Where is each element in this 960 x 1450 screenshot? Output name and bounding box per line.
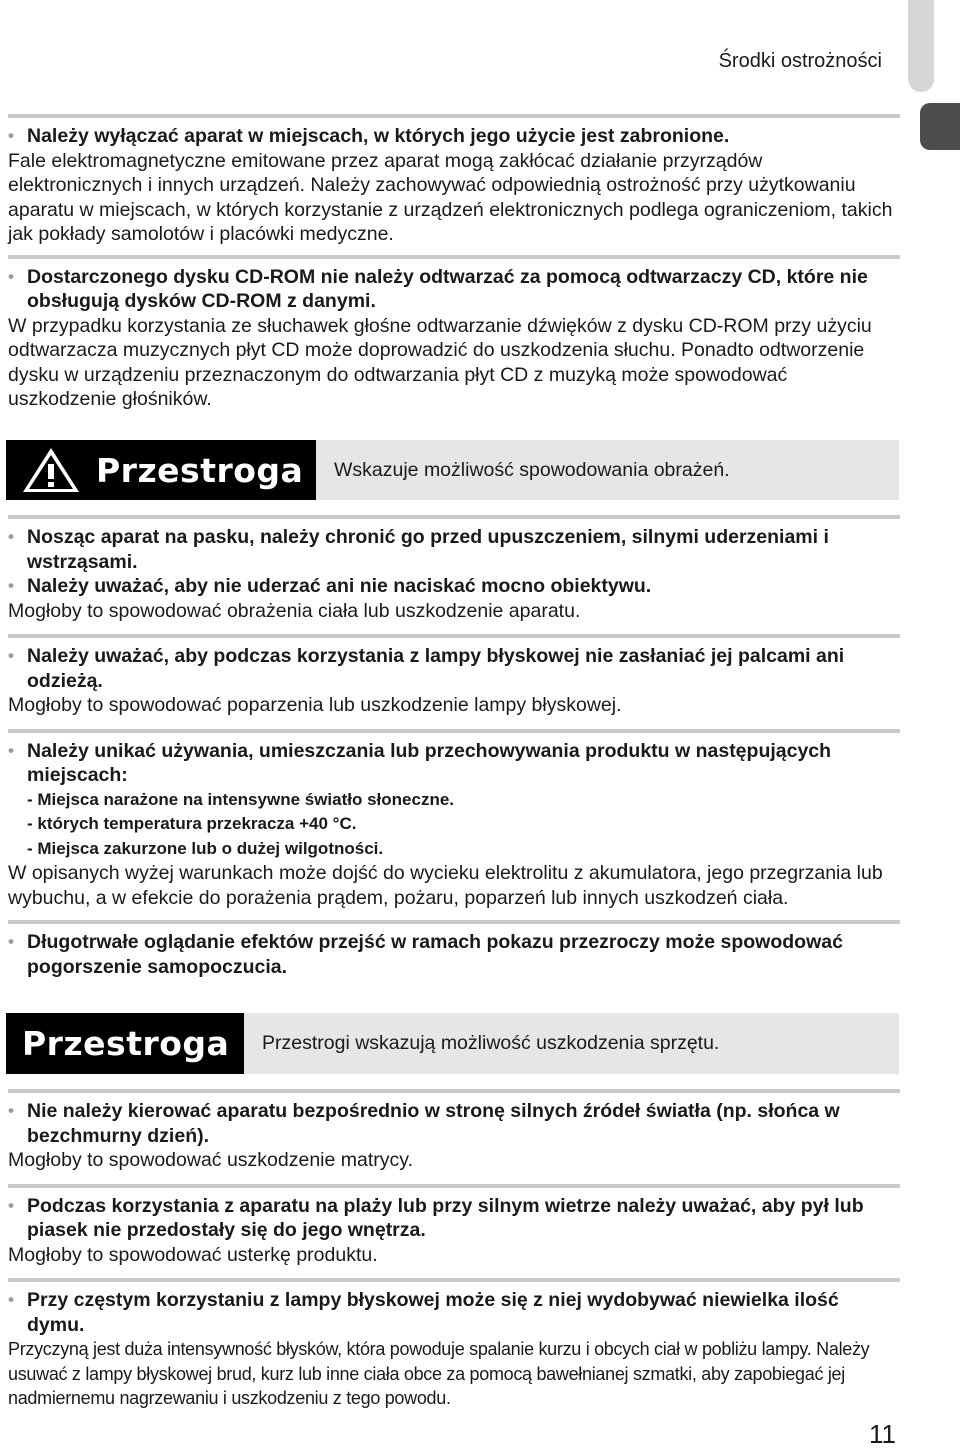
heading-text: Przy częstym korzystaniu z lampy błyskowej może się z niej wydobywać niewielka ilość dymu. [27,1289,839,1336]
caution-title: Przestroga [22,1024,230,1063]
heading-text: Nosząc aparat na pasku, należy chronić go przed upuszczeniem, silnymi uderzeniami i wstrząsami. [27,526,829,573]
heading-text: Nie należy kierować aparatu bezpośrednio w stronę silnych źródeł światła (np. słońca w bezchmurny dzień). [27,1100,840,1147]
caution-label-box [6,1013,244,1074]
page-number: 11 [869,1419,896,1449]
page-header: Środki ostrożności [718,50,882,72]
caution-description: Przestrogi wskazują możliwość uszkodzenia sprzętu. [262,1032,720,1054]
body-text: W opisanych wyżej warunkach może dojść do wycieku elektrolitu z akumulatora, jego przegrzania lub wybuchu, a w efekcie do porażenia prądem, pożaru, poparzeń lub innych uszkodzeń ciała. [8,862,883,909]
divider [8,255,900,259]
heading-text: Należy uważać, aby nie uderzać ani nie naciskać mocno obiektywu. [27,575,652,597]
caution-label-box [6,440,316,500]
section-electronic-devices [8,114,900,412]
section-injury [8,515,900,979]
heading-text: Podczas korzystania z aparatu na plaży lub przy silnym wietrze należy uważać, aby pył lub piasek nie przedostały się do jego wnętrza. [27,1194,864,1241]
bullet-heading: • Przy częstym korzystaniu z lampy błyskowej może się z niej wydobywać niewielka ilość dymu. [8,1289,839,1336]
body-text: Przyczyną jest duża intensywność błysków, która powoduje spalanie kurzu i obcych ciał w pobliżu lampy. Należy usuwać z lampy błyskowej brud, kurz lub inne ciała obce za pomocą bawełnianej szmatki, aby zapobiegać jej nadmiernemu nagrzewaniu i uszkodzeniu z tego powodu. [8,1339,870,1408]
warning-triangle-icon [20,445,82,495]
heading-text: Należy unikać używania, umieszczania lub przechowywania produktu w następujących miejscach: [27,739,832,786]
list-item: - Miejsca narażone na intensywne światło słoneczne. [27,789,455,809]
body-text: Mogłoby to spowodować poparzenia lub uszkodzenie lampy błyskowej. [8,694,622,716]
divider [8,1089,900,1093]
divider [8,114,900,118]
divider [8,634,900,638]
caution-description: Wskazuje możliwość spowodowania obrażeń. [334,458,730,481]
bullet-heading: • Należy uważać, aby nie uderzać ani nie naciskać mocno obiektywu. [8,575,652,597]
section-equipment [8,1089,900,1411]
heading-text: Należy wyłączać aparat w miejscach, w których jego użycie jest zabronione. [27,125,730,147]
divider [8,515,900,519]
bullet-heading: • Należy unikać używania, umieszczania lub przechowywania produktu w następujących miejscach: [8,739,832,786]
list-item: - Miejsca zakurzone lub o dużej wilgotności. [27,838,384,858]
heading-text: Dostarczonego dysku CD-ROM nie należy odtwarzać za pomocą odtwarzaczy CD, które nie obsługują dysków CD-ROM z danymi. [27,265,868,312]
body-text: Mogłoby to spowodować uszkodzenie matrycy. [8,1149,413,1171]
body-text: Fale elektromagnetyczne emitowane przez aparat mogą zakłócać działanie przyrządów elektronicznych i innych urządzeń. Należy zachowywać odpowiednią ostrożność przy użytkowaniu aparatu w miejscach, w których korzystanie z urządzeń elektronicznych podlega ograniczeniom, takich jak pokłady samolotów i placówki medyczne. [8,149,893,245]
bullet-heading: • Podczas korzystania z aparatu na plaży lub przy silnym wietrze należy uważać, aby pył lub piasek nie przedostały się do jego wnętrza. [8,1194,864,1241]
bullet-heading: • Należy wyłączać aparat w miejscach, w których jego użycie jest zabronione. [8,125,730,147]
divider [8,920,900,924]
caution-banner-equipment [6,1013,899,1074]
divider [8,1278,900,1282]
divider [8,729,900,733]
body-text: Mogłoby to spowodować obrażenia ciała lub uszkodzenie aparatu. [8,599,581,622]
bullet-heading: • Dostarczonego dysku CD-ROM nie należy odtwarzać za pomocą odtwarzaczy CD, które nie obsługują dysków CD-ROM z danymi. [8,265,868,312]
caution-banner [6,440,899,500]
bullet-heading: • Długotrwałe oglądanie efektów przejść w ramach pokazu przezroczy może spowodować pogorszenie samopoczucia. [8,931,843,978]
heading-text: Długotrwałe oglądanie efektów przejść w ramach pokazu przezroczy może spowodować pogorszenie samopoczucia. [27,931,843,978]
divider [8,1184,900,1188]
chapter-tab-marker [920,103,960,150]
chapter-tab-top [908,0,934,92]
bullet-heading: • Nosząc aparat na pasku, należy chronić go przed upuszczeniem, silnymi uderzeniami i wstrząsami. [8,526,829,573]
body-text: W przypadku korzystania ze słuchawek głośne odtwarzanie dźwięków z dysku CD-ROM przy użyciu odtwarzacza muzycznych płyt CD może doprowadzić do uszkodzenia słuchu. Ponadto odtworzenie dysku w urządzeniu przeznaczonym do odtwarzania płyt CD z muzyką może spowodować uszkodzenie głośników. [8,314,872,410]
body-text: Mogłoby to spowodować usterkę produktu. [8,1243,378,1266]
heading-text: Należy uważać, aby podczas korzystania z lampy błyskowej nie zasłaniać jej palcami ani odzieżą. [27,645,845,692]
bullet-heading: • Nie należy kierować aparatu bezpośrednio w stronę silnych źródeł światła (np. słońca w bezchmurny dzień). [8,1100,840,1147]
list-item: - których temperatura przekracza +40 °C. [27,814,357,833]
caution-title: Przestroga [96,450,304,490]
bullet-heading: • Należy uważać, aby podczas korzystania z lampy błyskowej nie zasłaniać jej palcami ani odzieżą. [8,645,845,692]
